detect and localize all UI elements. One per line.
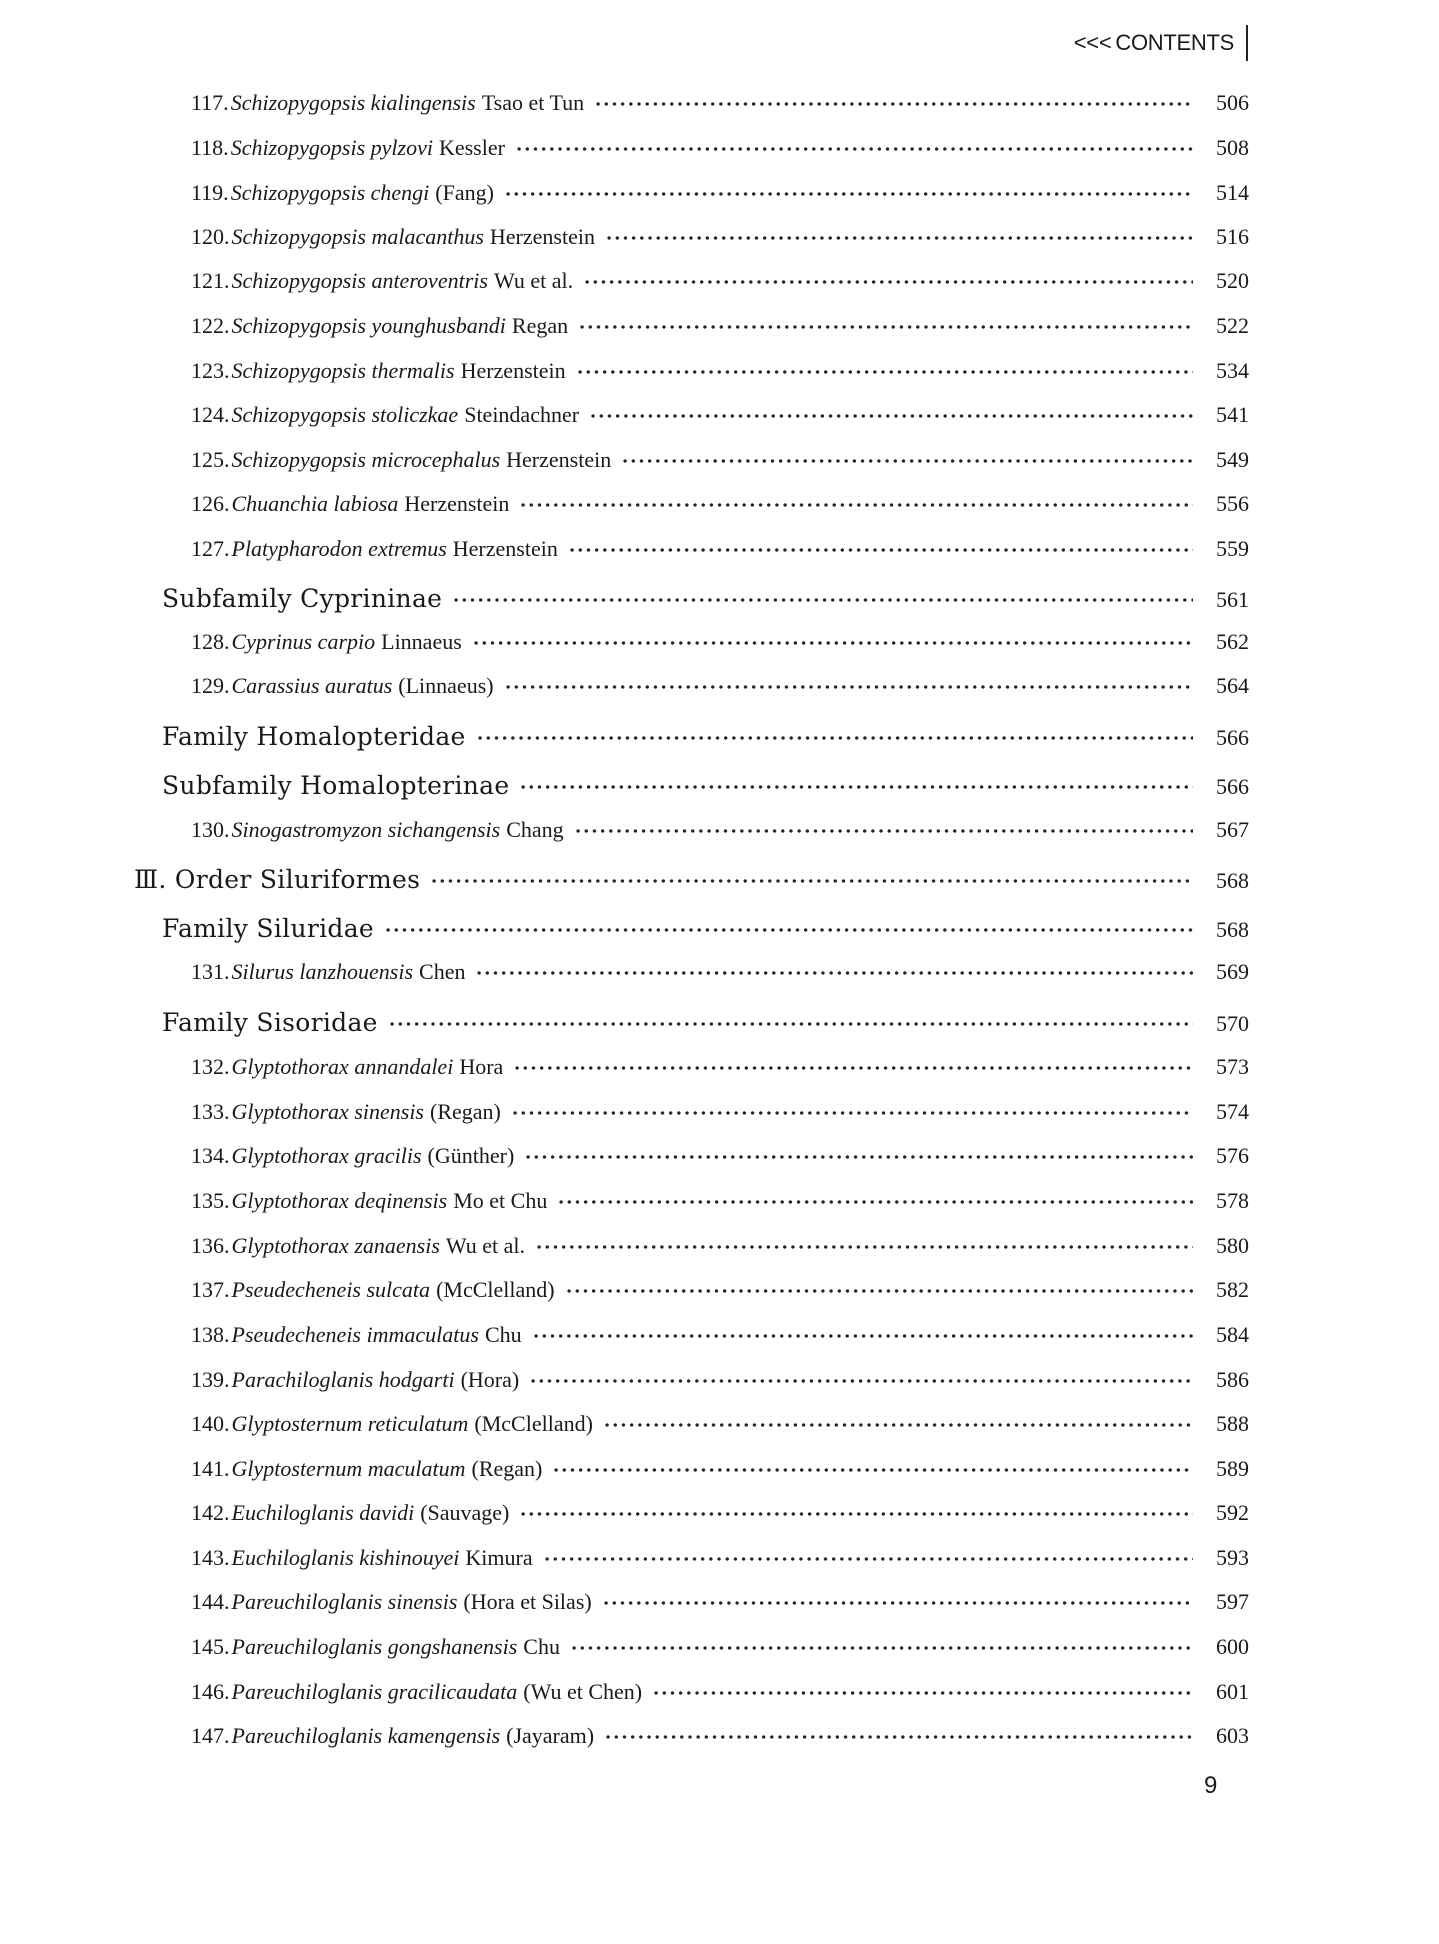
toc-species-entry[interactable] xyxy=(0,1322,1439,1348)
dot-leader xyxy=(576,365,1193,379)
toc-species-entry[interactable] xyxy=(0,224,1439,250)
page-ref: 561 xyxy=(1216,587,1249,612)
scientific-name: Schizopygopsis stoliczkae xyxy=(231,402,459,427)
dot-leader xyxy=(511,1106,1193,1120)
entry-label xyxy=(191,180,504,206)
toc-species-entry[interactable] xyxy=(0,1233,1439,1259)
page-ref: 574 xyxy=(1216,1099,1249,1124)
authority: (Günther) xyxy=(427,1143,515,1168)
authority: (Jayaram) xyxy=(506,1723,595,1748)
dot-leader xyxy=(552,1463,1193,1477)
page-ref: 564 xyxy=(1216,673,1249,698)
authority: (McClelland) xyxy=(436,1277,555,1302)
toc-species-entry[interactable] xyxy=(0,629,1439,655)
dot-leader xyxy=(570,1641,1193,1655)
dot-leader xyxy=(513,1061,1193,1075)
entry-label xyxy=(191,1456,552,1482)
entry-label xyxy=(191,536,568,562)
scientific-name: Silurus lanzhouensis xyxy=(231,959,414,984)
entry-number: 137. xyxy=(191,1277,230,1302)
page-ref: 520 xyxy=(1216,268,1249,293)
dot-leader xyxy=(532,1329,1193,1343)
scientific-name: Schizopygopsis malacanthus xyxy=(231,224,484,249)
entry-label xyxy=(191,90,594,116)
scientific-name: Carassius auratus xyxy=(231,673,393,698)
entry-number: 145. xyxy=(191,1634,230,1659)
entry-number: 130. xyxy=(191,817,230,842)
toc-group-entry[interactable] xyxy=(0,771,1439,800)
entry-label xyxy=(191,491,519,517)
dot-leader xyxy=(578,320,1193,334)
page-ref: 508 xyxy=(1216,135,1249,160)
toc-species-entry[interactable] xyxy=(0,1589,1439,1615)
page-ref: 584 xyxy=(1216,1322,1249,1347)
authority: Chu xyxy=(484,1322,522,1347)
page-ref: 566 xyxy=(1216,725,1249,750)
scientific-name: Schizopygopsis microcephalus xyxy=(231,447,501,472)
dot-leader xyxy=(543,1552,1193,1566)
header-rule xyxy=(1246,25,1248,61)
toc-species-entry[interactable] xyxy=(0,673,1439,699)
entry-label: Family Homalopteridae xyxy=(162,722,466,751)
authority: Chu xyxy=(523,1634,560,1659)
authority: Tsao et Tun xyxy=(481,90,585,115)
authority: (Linnaeus) xyxy=(398,673,494,698)
page-ref: 516 xyxy=(1216,224,1249,249)
page-ref: 562 xyxy=(1216,629,1249,654)
page-ref: 541 xyxy=(1216,402,1249,427)
entry-label: Ⅲ. Order Siluriformes xyxy=(134,865,421,894)
toc-species-entry[interactable] xyxy=(0,1099,1439,1125)
authority: (Regan) xyxy=(430,1099,501,1124)
entry-number: 146. xyxy=(191,1679,230,1704)
entry-label xyxy=(191,1143,524,1169)
toc-species-entry[interactable] xyxy=(0,268,1439,294)
entry-number: 141. xyxy=(191,1456,230,1481)
dot-leader xyxy=(475,966,1193,980)
toc-species-entry[interactable] xyxy=(0,1143,1439,1169)
authority: (Fang) xyxy=(435,180,494,205)
toc-order-entry[interactable] xyxy=(0,865,1439,894)
entry-label xyxy=(191,1411,603,1437)
authority: (Wu et Chen) xyxy=(523,1679,643,1704)
authority: Herzenstein xyxy=(506,447,612,472)
authority: Wu et al. xyxy=(493,268,574,293)
authority: Kessler xyxy=(438,135,505,160)
toc-species-entry[interactable] xyxy=(0,447,1439,473)
entry-number: 119. xyxy=(191,180,229,205)
dot-leader xyxy=(519,498,1193,512)
authority: (Regan) xyxy=(471,1456,543,1481)
entry-number: 132. xyxy=(191,1054,230,1079)
toc-group-entry[interactable] xyxy=(0,722,1439,751)
entry-number: 138. xyxy=(191,1322,230,1347)
page-ref: 570 xyxy=(1216,1011,1249,1036)
toc-group-entry[interactable] xyxy=(0,914,1439,943)
scientific-name: Glyptothorax zanaensis xyxy=(231,1233,440,1258)
page-ref: 506 xyxy=(1216,90,1249,115)
entry-label xyxy=(191,817,574,843)
entry-label xyxy=(191,313,578,339)
page-ref: 576 xyxy=(1216,1143,1249,1168)
authority: Herzenstein xyxy=(460,358,566,383)
dot-leader xyxy=(594,97,1193,111)
page-ref: 582 xyxy=(1216,1277,1249,1302)
entry-label xyxy=(191,1188,557,1214)
authority: Regan xyxy=(511,313,569,338)
entry-label xyxy=(191,1679,652,1705)
entry-label xyxy=(191,1233,535,1259)
authority: Hora xyxy=(459,1054,504,1079)
scientific-name: Pareuchiloglanis kamengensis xyxy=(231,1723,501,1748)
entry-number: 126. xyxy=(191,491,230,516)
toc-species-entry[interactable] xyxy=(0,491,1439,517)
toc-species-entry[interactable] xyxy=(0,1723,1439,1749)
entry-label xyxy=(191,1277,565,1303)
toc-species-entry[interactable] xyxy=(0,1634,1439,1660)
entry-label xyxy=(191,1634,570,1660)
authority: Kimura xyxy=(465,1545,533,1570)
entry-label xyxy=(191,1099,511,1125)
page-ref: 522 xyxy=(1216,313,1249,338)
dot-leader xyxy=(388,1017,1193,1031)
page-ref: 589 xyxy=(1216,1456,1249,1481)
entry-label: Family Sisoridae xyxy=(162,1008,378,1037)
entry-number: 134. xyxy=(191,1143,230,1168)
authority: (Hora et Silas) xyxy=(463,1589,592,1614)
entry-number: 131. xyxy=(191,959,230,984)
toc-species-entry[interactable] xyxy=(0,180,1439,206)
entry-label xyxy=(191,1723,604,1749)
dot-leader xyxy=(621,454,1193,468)
page-ref: 514 xyxy=(1216,180,1249,205)
dot-leader xyxy=(472,636,1193,650)
toc-species-entry[interactable] xyxy=(0,135,1439,161)
scientific-name: Glyptothorax deqinensis xyxy=(231,1188,448,1213)
toc-species-entry[interactable] xyxy=(0,313,1439,339)
entry-label: Family Siluridae xyxy=(162,914,374,943)
entry-label: Subfamily Cyprininae xyxy=(162,584,443,613)
scientific-name: Schizopygopsis chengi xyxy=(230,180,430,205)
toc-species-entry[interactable] xyxy=(0,1054,1439,1080)
page-number: 9 xyxy=(1204,1772,1218,1799)
scientific-name: Pseudecheneis immaculatus xyxy=(231,1322,479,1347)
scientific-name: Glyptothorax gracilis xyxy=(231,1143,422,1168)
dot-leader xyxy=(565,1284,1193,1298)
entry-number: 135. xyxy=(191,1188,230,1213)
entry-number: 117. xyxy=(191,90,229,115)
dot-leader xyxy=(568,543,1193,557)
entry-label: Subfamily Homalopterinae xyxy=(162,771,510,800)
entry-number: 142. xyxy=(191,1500,230,1525)
authority: (Hora) xyxy=(460,1367,520,1392)
dot-leader xyxy=(519,1507,1193,1521)
entry-number: 122. xyxy=(191,313,230,338)
page-ref: 534 xyxy=(1216,358,1249,383)
toc-species-entry[interactable] xyxy=(0,1411,1439,1437)
entry-label xyxy=(191,447,621,473)
entry-label xyxy=(191,1322,532,1348)
dot-leader xyxy=(504,680,1193,694)
page-ref: 566 xyxy=(1216,774,1249,799)
authority: Chang xyxy=(506,817,564,842)
entry-label xyxy=(191,268,583,294)
toc-species-entry[interactable] xyxy=(0,90,1439,116)
scientific-name: Schizopygopsis anteroventris xyxy=(231,268,488,293)
entry-label xyxy=(191,402,589,428)
scientific-name: Pseudecheneis sulcata xyxy=(231,1277,431,1302)
entry-label xyxy=(191,629,472,655)
scientific-name: Glyptosternum reticulatum xyxy=(231,1411,469,1436)
entry-label xyxy=(191,224,605,250)
dot-leader xyxy=(384,923,1193,937)
scientific-name: Pareuchiloglanis sinensis xyxy=(231,1589,458,1614)
authority: Herzenstein xyxy=(404,491,510,516)
toc-group-entry[interactable] xyxy=(0,584,1439,613)
dot-leader xyxy=(652,1686,1193,1700)
page-ref: 573 xyxy=(1216,1054,1249,1079)
page-ref: 567 xyxy=(1216,817,1249,842)
scientific-name: Glyptothorax sinensis xyxy=(231,1099,424,1124)
scientific-name: Parachiloglanis hodgarti xyxy=(231,1367,455,1392)
dot-leader xyxy=(604,1730,1193,1744)
dot-leader xyxy=(476,731,1193,745)
dot-leader xyxy=(430,874,1193,888)
dot-leader xyxy=(574,824,1193,838)
scientific-name: Platypharodon extremus xyxy=(231,536,447,561)
authority: Herzenstein xyxy=(452,536,558,561)
dot-leader xyxy=(557,1195,1193,1209)
dot-leader xyxy=(589,409,1193,423)
entry-label xyxy=(191,959,475,985)
authority: Steindachner xyxy=(464,402,580,427)
page-ref: 559 xyxy=(1216,536,1249,561)
entry-number: 125. xyxy=(191,447,230,472)
dot-leader xyxy=(605,231,1193,245)
scientific-name: Sinogastromyzon sichangensis xyxy=(231,817,501,842)
entry-label xyxy=(191,1545,543,1571)
scientific-name: Pareuchiloglanis gracilicaudata xyxy=(231,1679,518,1704)
authority: Linnaeus xyxy=(381,629,462,654)
page-ref: 586 xyxy=(1216,1367,1249,1392)
entry-number: 124. xyxy=(191,402,230,427)
page-ref: 556 xyxy=(1216,491,1249,516)
dot-leader xyxy=(603,1418,1193,1432)
page-ref: 568 xyxy=(1216,917,1249,942)
toc-species-entry[interactable] xyxy=(0,959,1439,985)
scientific-name: Glyptothorax annandalei xyxy=(231,1054,454,1079)
dot-leader xyxy=(504,187,1193,201)
entry-label xyxy=(191,1054,513,1080)
entry-number: 128. xyxy=(191,629,230,654)
entry-number: 133. xyxy=(191,1099,230,1124)
page-ref: 588 xyxy=(1216,1411,1249,1436)
toc-species-entry[interactable] xyxy=(0,358,1439,384)
scientific-name: Chuanchia labiosa xyxy=(231,491,399,516)
entry-number: 147. xyxy=(191,1723,230,1748)
page-ref: 569 xyxy=(1216,959,1249,984)
scientific-name: Euchiloglanis kishinouyei xyxy=(231,1545,460,1570)
scientific-name: Schizopygopsis thermalis xyxy=(231,358,455,383)
page-ref: 593 xyxy=(1216,1545,1249,1570)
dot-leader xyxy=(524,1150,1193,1164)
entry-number: 129. xyxy=(191,673,230,698)
entry-number: 144. xyxy=(191,1589,230,1614)
entry-label xyxy=(191,358,576,384)
toc-species-entry[interactable] xyxy=(0,1679,1439,1705)
dot-leader xyxy=(452,593,1193,607)
entry-number: 139. xyxy=(191,1367,230,1392)
authority: Chen xyxy=(419,959,466,984)
entry-label xyxy=(191,673,504,699)
page-ref: 592 xyxy=(1216,1500,1249,1525)
entry-label xyxy=(191,135,515,161)
dot-leader xyxy=(583,275,1193,289)
scientific-name: Pareuchiloglanis gongshanensis xyxy=(231,1634,518,1659)
toc-species-entry[interactable] xyxy=(0,402,1439,428)
scientific-name: Euchiloglanis davidi xyxy=(231,1500,415,1525)
scientific-name: Glyptosternum maculatum xyxy=(231,1456,466,1481)
dot-leader xyxy=(519,780,1193,794)
page-ref: 578 xyxy=(1216,1188,1249,1213)
entry-number: 121. xyxy=(191,268,230,293)
authority: (McClelland) xyxy=(474,1411,593,1436)
dot-leader xyxy=(529,1374,1193,1388)
header-title: CONTENTS xyxy=(1115,30,1234,55)
entry-label xyxy=(191,1500,519,1526)
page-ref: 601 xyxy=(1216,1679,1249,1704)
authority: Herzenstein xyxy=(489,224,595,249)
toc-species-entry[interactable] xyxy=(0,1456,1439,1482)
toc-species-entry[interactable] xyxy=(0,817,1439,843)
page-ref: 603 xyxy=(1216,1723,1249,1748)
toc-species-entry[interactable] xyxy=(0,1188,1439,1214)
authority: Mo et Chu xyxy=(453,1188,548,1213)
toc-species-entry[interactable] xyxy=(0,1545,1439,1571)
entry-label xyxy=(191,1589,602,1615)
dot-leader xyxy=(535,1240,1193,1254)
scientific-name: Schizopygopsis pylzovi xyxy=(230,135,433,160)
toc-species-entry[interactable] xyxy=(0,536,1439,562)
scientific-name: Schizopygopsis younghusbandi xyxy=(231,313,506,338)
authority: (Sauvage) xyxy=(420,1500,510,1525)
running-header xyxy=(1074,24,1248,62)
scientific-name: Schizopygopsis kialingensis xyxy=(230,90,476,115)
toc-species-entry[interactable] xyxy=(0,1277,1439,1303)
scientific-name: Cyprinus carpio xyxy=(231,629,376,654)
entry-number: 127. xyxy=(191,536,230,561)
toc-species-entry[interactable] xyxy=(0,1367,1439,1393)
dot-leader xyxy=(515,142,1193,156)
dot-leader xyxy=(602,1596,1193,1610)
page-ref: 568 xyxy=(1216,868,1249,893)
entry-number: 136. xyxy=(191,1233,230,1258)
entry-number: 118. xyxy=(191,135,229,160)
toc-group-entry[interactable] xyxy=(0,1008,1439,1037)
page-ref: 580 xyxy=(1216,1233,1249,1258)
entry-number: 123. xyxy=(191,358,230,383)
toc-species-entry[interactable] xyxy=(0,1500,1439,1526)
page-ref: 549 xyxy=(1216,447,1249,472)
entry-label xyxy=(191,1367,529,1393)
authority: Wu et al. xyxy=(445,1233,526,1258)
entry-number: 120. xyxy=(191,224,230,249)
page-ref: 597 xyxy=(1216,1589,1249,1614)
page-ref: 600 xyxy=(1216,1634,1249,1659)
header-arrows: <<< xyxy=(1073,30,1112,55)
entry-number: 140. xyxy=(191,1411,230,1436)
entry-number: 143. xyxy=(191,1545,230,1570)
